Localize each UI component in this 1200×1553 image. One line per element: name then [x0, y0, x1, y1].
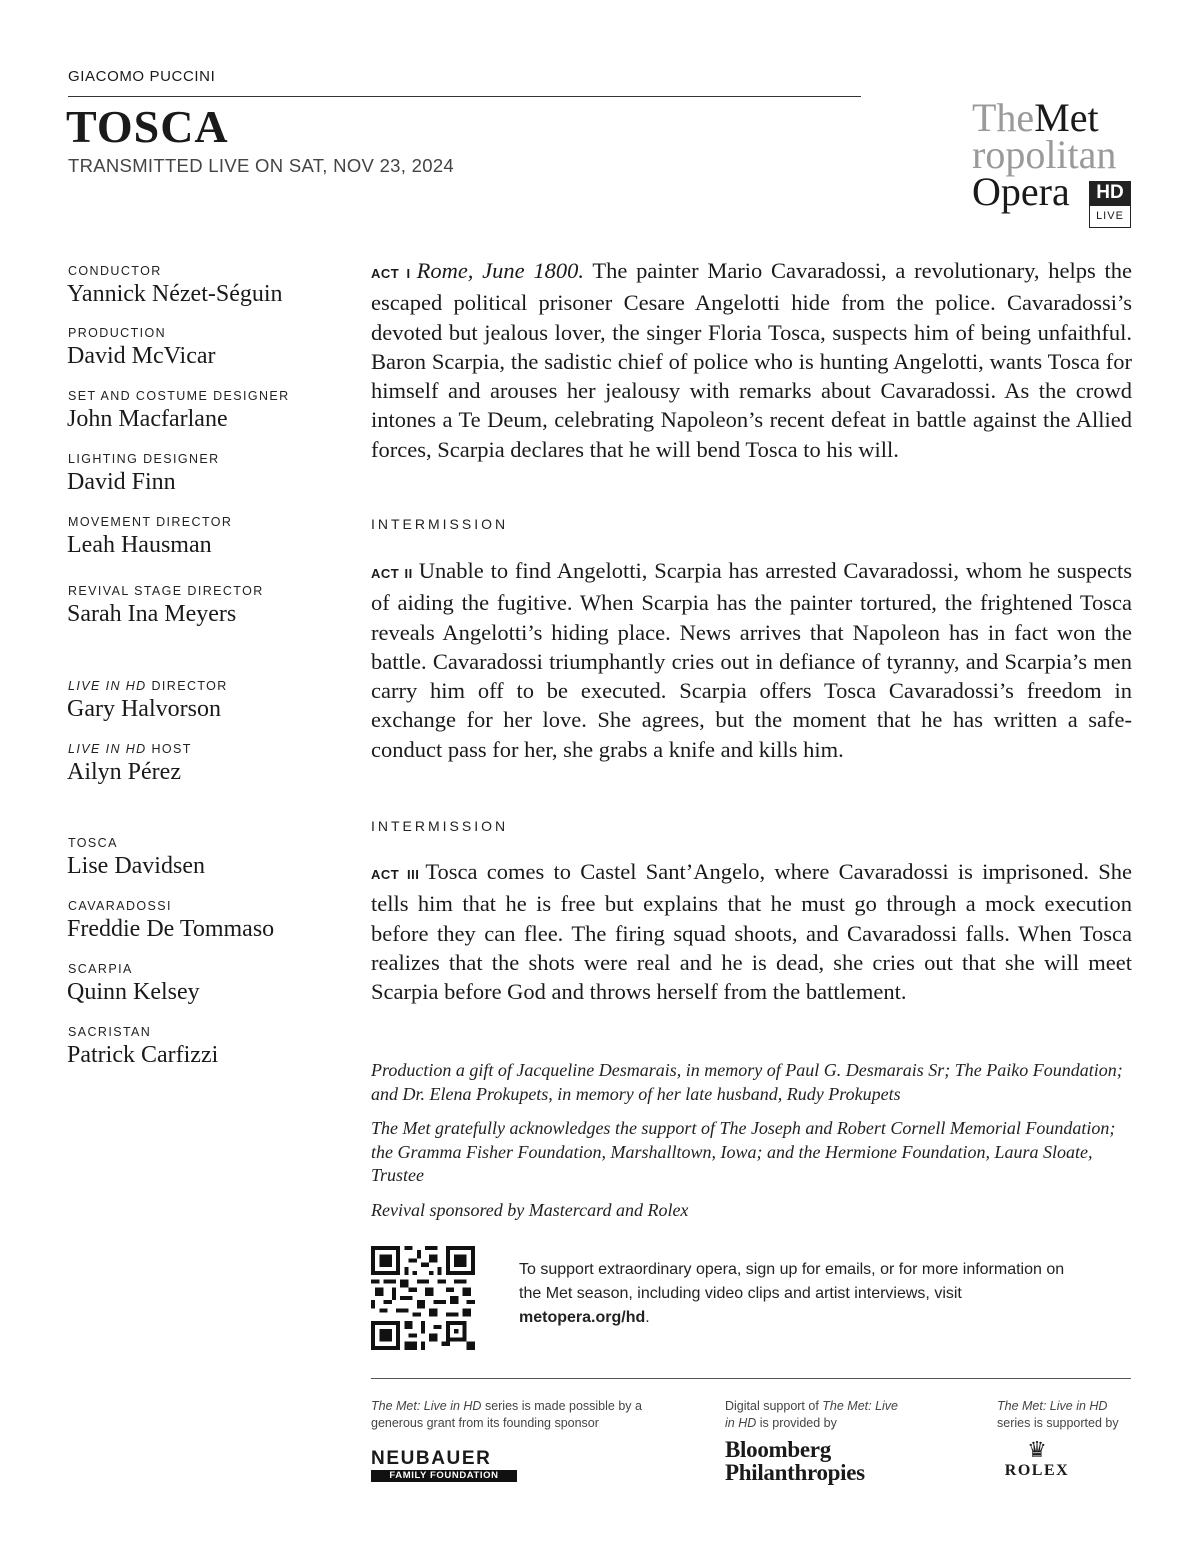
neubauer-logo — [371, 1449, 517, 1482]
credit-role: LIVE IN HD DIRECTOR — [68, 679, 228, 693]
logo-met: Met — [1034, 95, 1099, 140]
neubauer-subtitle: FAMILY FOUNDATION — [371, 1470, 517, 1482]
act-1-label: ACT I — [371, 266, 411, 281]
credit-role: SCARPIA — [68, 962, 133, 976]
logo-hd-badge: HD — [1089, 181, 1131, 205]
credit-name: John Macfarlane — [67, 406, 228, 432]
credit-role: LIGHTING DESIGNER — [68, 452, 220, 466]
neubauer-name: NEUBAUER — [371, 1448, 492, 1469]
credit-role: CONDUCTOR — [68, 264, 162, 278]
credit-tosca — [68, 835, 205, 881]
credit-name: David McVicar — [67, 343, 216, 369]
intermission-1: INTERMISSION — [371, 516, 509, 532]
credit-role: PRODUCTION — [68, 326, 167, 340]
footer-divider — [371, 1378, 1131, 1379]
credit-name: Freddie De Tommaso — [67, 916, 275, 942]
credit-name: Leah Hausman — [67, 532, 212, 558]
act-3-label: ACT III — [371, 867, 420, 882]
act-2-text: Unable to find Angelotti, Scarpia has arrested Cavaradossi, whom he suspects of aiding the fugitive. When Scarpia has the painter tortured, the frightened Tosca reveals Angelotti’s hiding place. News arrives that Napoleon has in fact won the battle. Cavaradossi triumphantly cries out in defiance of tyranny, and Scarpia’s men carry him off to be executed. Scarpia offers Tosca Cavaradossi’s freedom in exchange for her love. She agrees, but the moment that he has written a safe-conduct pass for her, she grabs a knife and kills him. — [371, 558, 1132, 762]
credit-name: Patrick Carfizzi — [67, 1042, 219, 1068]
act-1-synopsis — [371, 256, 1132, 464]
credit-name: Sarah Ina Meyers — [67, 601, 237, 627]
credit-role: CAVARADOSSI — [68, 899, 172, 913]
credit-movement — [68, 514, 232, 560]
credit-conductor — [68, 263, 283, 309]
support-text: To support extraordinary opera, sign up for emails, or for more information on the Met season, including video clips and artist interviews, visit — [519, 1261, 1065, 1302]
bloomberg-line-1: Bloomberg — [725, 1437, 831, 1462]
credit-role: TOSCA — [68, 836, 118, 850]
production-gift-note: Production a gift of Jacqueline Desmarais, in memory of Paul G. Desmarais Sr; The Paiko Foundation; and Dr. Elena Prokupets, in memory of her late husband, Rudy Prokupets — [371, 1060, 1123, 1104]
intermission-2: INTERMISSION — [371, 818, 509, 834]
credit-role: LIVE IN HD HOST — [68, 742, 192, 756]
act-3-synopsis — [371, 857, 1132, 1006]
support-link[interactable]: metopera.org/hd — [519, 1309, 646, 1326]
revival-sponsor-note: Revival sponsored by Mastercard and Rolex — [371, 1200, 689, 1220]
logo-ropolitan: ropolitan — [972, 132, 1117, 177]
met-opera-logo — [972, 95, 1142, 233]
credit-name: Gary Halvorson — [67, 696, 221, 722]
credit-sacristan — [68, 1024, 218, 1070]
credit-role: MOVEMENT DIRECTOR — [68, 515, 233, 529]
act-2-label: ACT II — [371, 566, 413, 581]
crown-icon: ♛ — [1027, 1437, 1047, 1462]
credit-lighting — [68, 451, 220, 497]
credit-role: SACRISTAN — [68, 1025, 152, 1039]
credit-role: SET AND COSTUME DESIGNER — [68, 389, 290, 403]
credit-role: REVIVAL STAGE DIRECTOR — [68, 584, 264, 598]
sponsor-3-text: The Met: Live in HD series is supported by — [997, 1399, 1119, 1430]
credit-cavaradossi — [68, 898, 274, 944]
opera-title: TOSCA — [66, 101, 229, 152]
rolex-wordmark: ROLEX — [1004, 1462, 1070, 1479]
credit-production — [68, 325, 216, 371]
credit-hd-director — [68, 678, 228, 724]
logo-opera: Opera — [972, 169, 1070, 214]
act-1-text: The painter Mario Cavaradossi, a revolutionary, helps the escaped political prisoner Cesare Angelotti hide from the police. Cavaradossi’s devoted but jealous lover, the singer Floria Tosca, suspects him of being unfaithful. Baron Scarpia, the sadistic chief of police who is hunting Angelotti, wants Tosca for himself and arouses her jealousy with remarks about Cavaradossi. As the crowd intones a Te Deum, celebrating Napoleon’s recent defeat in battle against the Allied forces, Scarpia declares that he will bend Tosca to his will. — [371, 258, 1132, 462]
logo-live-badge: LIVE — [1089, 205, 1131, 228]
credit-name: Ailyn Pérez — [67, 759, 181, 785]
credit-name: Lise Davidsen — [67, 853, 205, 879]
logo-the: The — [972, 95, 1035, 140]
act-3-text: Tosca comes to Castel Sant’Angelo, where Cavaradossi is imprisoned. She tells him that he is free but explains that he must go through a mock execution before they can flee. The firing squad shoots, and Cavaradossi falls. When Tosca realizes that the shots were real and he is dead, she cries out that she will meet Scarpia before God and throws herself from the battlement. — [371, 859, 1132, 1005]
qr-code[interactable] — [371, 1246, 475, 1350]
bloomberg-logo — [725, 1438, 865, 1484]
credit-revival-director — [68, 583, 264, 629]
act-1-setting: Rome, June 1800. — [416, 258, 585, 283]
credit-set-costume — [68, 388, 290, 434]
sponsor-1-text: The Met: Live in HD series is made possible by a generous grant from its founding sponsor — [371, 1399, 642, 1430]
credit-scarpia — [68, 961, 200, 1007]
support-info: To support extraordinary opera, sign up for emails, or for more information on the Met season, including video clips and artist interviews, visit metopera.org/hd. — [519, 1261, 1065, 1326]
credit-name: Yannick Nézet-Séguin — [67, 281, 283, 307]
support-acknowledgement: The Met gratefully acknowledges the support of The Joseph and Robert Cornell Memorial Foundation; the Gramma Fisher Foundation, Marshalltown, Iowa; and the Hermione Foundation, Laura Sloate, Trustee — [371, 1118, 1116, 1185]
transmission-date: TRANSMITTED LIVE ON SAT, NOV 23, 2024 — [68, 155, 455, 176]
composer-name: GIACOMO PUCCINI — [68, 68, 216, 85]
rolex-logo — [997, 1438, 1077, 1480]
sponsor-2-text: Digital support of The Met: Live in HD is provided by — [725, 1399, 899, 1430]
act-2-synopsis — [371, 556, 1132, 764]
credit-name: David Finn — [67, 469, 176, 495]
credit-name: Quinn Kelsey — [67, 979, 200, 1005]
header-divider — [68, 96, 861, 97]
bloomberg-line-2: Philanthropies — [725, 1460, 865, 1485]
credit-hd-host — [68, 741, 192, 787]
